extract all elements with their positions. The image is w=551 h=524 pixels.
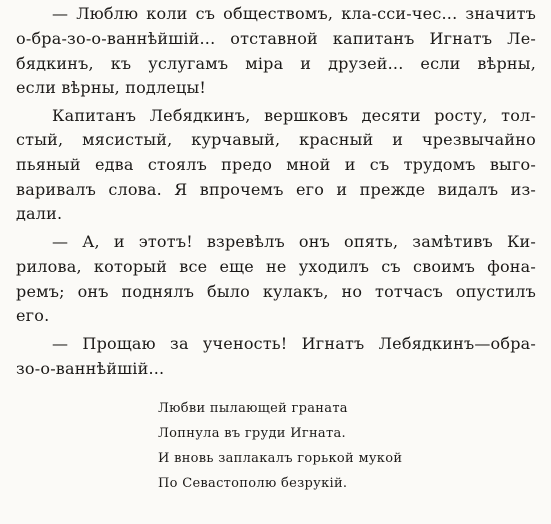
paragraph-1-line-3: бядкинъ, къ услугамъ міра и друзей... если вѣрны, (16, 54, 536, 73)
paragraph-2-line-5: дали. (16, 204, 63, 223)
paragraph-1-line-1: — Люблю коли съ обществомъ, кла-сси-чес... значитъ (52, 4, 536, 23)
paragraph-3-line-4: его. (16, 306, 50, 325)
paragraph-1-line-4: если вѣрны, подлецы! (16, 78, 207, 97)
paragraph-3-line-3: ремъ; онъ поднялъ было кулакъ, но тотчасъ опустилъ (16, 282, 536, 301)
paragraph-2-line-4: варивалъ слова. Я впрочемъ его и прежде видалъ из- (16, 180, 536, 199)
paragraph-2-line-2: стый, мясистый, курчавый, красный и чрезвычайно (16, 130, 536, 149)
verse-line-2: Лопнула въ груди Игната. (158, 426, 346, 441)
paragraph-1-line-2: о-бра-зо-о-ваннѣйшій... отставной капитанъ Игнатъ Ле- (16, 29, 536, 48)
paragraph-3-line-2: рилова, который все еще не уходилъ съ своимъ фона- (16, 257, 536, 276)
paragraph-2-line-1: Капитанъ Лебядкинъ, вершковъ десяти росту, тол- (52, 106, 536, 125)
paragraph-4-line-1: — Прощаю за ученость! Игнатъ Лебядкинъ—обра- (52, 334, 536, 353)
verse-line-1: Любви пылающей граната (158, 401, 348, 416)
paragraph-3-line-1: — А, и этотъ! взревѣлъ онъ опять, замѣтивъ Ки- (52, 232, 536, 251)
verse-line-4: По Севастополю безрукій. (158, 476, 348, 491)
paragraph-2-line-3: пьяный едва стоялъ предо мной и съ трудомъ выго- (16, 155, 536, 174)
verse-line-3: И вновь заплакалъ горькой мукой (158, 451, 403, 466)
paragraph-4-line-2: зо-о-ваннѣйшій... (16, 359, 165, 378)
